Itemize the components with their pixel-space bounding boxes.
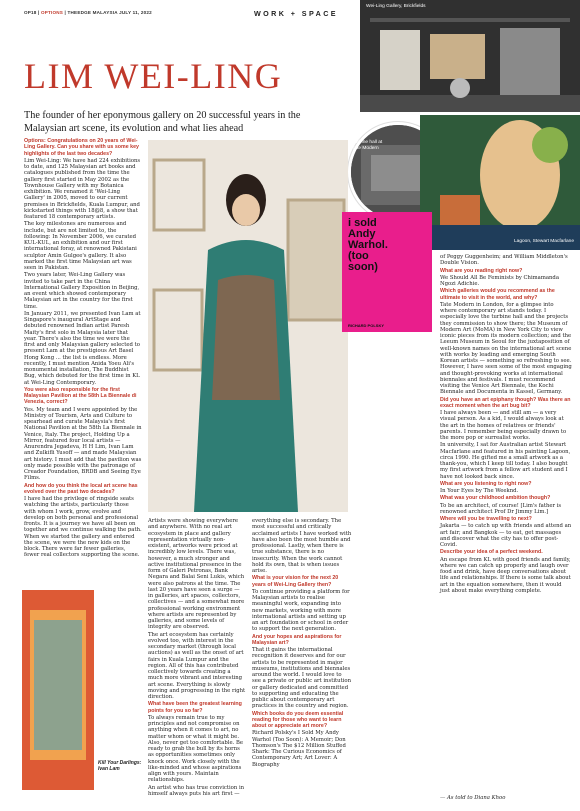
interview-question: What are you listening to right now? [440, 480, 532, 487]
book-cover-illustration [22, 590, 94, 790]
interview-question: Which galleries would you recommend as the ultimate to visit in the world, and why? [440, 288, 555, 301]
issue-date: JULY 11, 2022 [119, 10, 152, 15]
column-1 [24, 138, 142, 560]
gallery-photo-illustration [360, 0, 580, 112]
interview-answer: In January 2011, we presented Ivan Lam at Singapore's inaugural ArtStage and debuted renowned Indian artist Paresh Maity's first solo in Malaysia later that year. There's also the time we were the first and only Malaysian gallery selected to present Lam at the prestigious Art Basel Hong Kong ... the list is endless. More recently, I must mention Anida Yoeu Ali's monumental installation, The Buddhist Bug, which debuted for the first time in KL at Wei-Ling Contemporary. [24, 310, 141, 386]
column-4 [440, 254, 572, 595]
publication-name: THEEDGE MALAYSIA [67, 10, 118, 15]
interview-question: Did you have an art epiphany though? Was there an exact moment when the art bug bit? [440, 396, 571, 409]
column-3 [252, 518, 352, 769]
byline: — As told to Diana Khoo [440, 795, 506, 801]
interview-question: Describe your idea of a perfect weekend. [440, 549, 543, 556]
interview-answer: To always remain true to my principles and not compromise on anything when it comes to art, no matter whom or what it might be. Also, never get too comfortable. Be ready to grab the bull by its horns as opportunities sometimes only knock once. Work closely with the like-minded and whose aspirations align with yours. Maintain relationships. [148, 714, 243, 784]
interview-question: And how do you think the local art scene has evolved over the past two decades? [24, 482, 138, 495]
turbine-caption: Turbine hall at Tate Modern [352, 140, 383, 151]
interview-answer: everything else is secondary. The most successful and critically acclaimed artists I have worked with have also been the most humble and professional. Lastly, when there is true substance, there is no insecurity. When the work cannot hold its own, that is when issues arise. [252, 518, 352, 574]
book-cover-kill-your-darlings [22, 590, 94, 790]
interview-answer: Richard Polsky's I Sold My Andy Warhol (Too Soon): A Memoir; Don Thomson's The $12 Million Stuffed Shark: The Curious Economics of Contemporary Art; Art Lover: A Biography [252, 730, 346, 768]
interview-question: What have been the greatest learning points for you so far? [148, 701, 242, 714]
interview-question: Options: Congratulations on 20 years of Wei-Ling Gallery. Can you share with us some key highlights of the last two decades? [24, 138, 139, 157]
interview-answer: Tate Modern in London, for a glimpse into where contemporary art stands today. I especially love the turbine hall and the projects they commission to show there; the Museum of Modern Art (MoMA) in New York City to view iconic pieces from its modern collection; and the Leeum Museum in Seoul for the juxtaposition of well-known names on the international art scene with works by leading and emerging South Korean artists — something so refreshing to see. However, I have seen some of the most engaging and thought-provoking works at international biennales and festivals. I must recommend visiting the Venice Art Biennale, the Kochi Biennale and Documenta in Kassel, Germany. [440, 301, 572, 396]
book2-caption: Kill Your Darlings: Ivan Lam [98, 760, 142, 772]
interview-question: Which books do you deem essential reading for those who want to learn about or appreciate art more? [252, 710, 344, 729]
interview-question: Where will you be travelling to next? [440, 516, 532, 522]
interview-answer: To continue providing a platform for Malaysian artists to realise meaningful work, expanding into new markets, working with more international artists and setting up an art foundation or school in order to support the next generation. [252, 588, 350, 633]
interview-answer: I have had the privilege of ringside seats watching the artists, particularly those with whom I work, grow, evolve and develop on both personal and professional fronts. It is a journey we have all been on together and we continue walking the path. When we started the gallery and entered the scene, we were the new kids on the block. There were far fewer galleries, fewer real collectors supporting the scene. [24, 496, 142, 559]
section-tag: OPTIONS [41, 10, 64, 15]
book-title-line: Andy [348, 228, 376, 240]
book-title-line: Warhol. [348, 239, 388, 251]
book-cover-andy-warhol [342, 212, 432, 332]
interview-answer: We Should All Be Feminists by Chimamanda Ngozi Adichie. [440, 274, 559, 287]
lagoon-illustration [420, 115, 580, 250]
gallery-caption: Wei-Ling Gallery, Brickfields [366, 4, 426, 9]
gallery-photo [360, 0, 580, 112]
interview-answer: Two years later, Wei-Ling Gallery was invited to take part in the China International Gallery Exposition in Beijing, an event which showed contemporary Malaysian art in the country for the first time. [24, 272, 140, 310]
page-number: OP18 [24, 10, 37, 15]
interview-answer: In university, I sat for Australian artist Stewart Macfarlane and featured in his painting Lagoon, circa 1990. He gifted me a small artwork as a thank-you, which I keep till today. I also bought my first artwork from a fellow art student and I have not looked back since. [440, 442, 571, 480]
interview-answer: Yes. My team and I were appointed by the Ministry of Tourism, Arts and Culture to spearhead and curate Malaysia's first National Pavilion at the 58th La Biennale in Venice, Italy. The project, Holding Up a Mirror, featured four local artists — Anurendra Jegadeva, H H Lim, Ivan Lam and Zulkifli Yusoff — and made Malaysian art history. I must add that the pavilion was only made possible with the patronage of Creador Foundation, BRDB and Seeing Eye Films. [24, 406, 142, 482]
lagoon-caption: Lagoon, Stewart Macfarlane [514, 239, 574, 244]
interview-question: You were also responsible for the first Malaysian Pavilion at the 58th La Biennale di Venezia, correct? [24, 386, 137, 406]
interview-answer: Jakarta — to catch up with friends and attend an art fair; and Bangkok — to eat, get massages and discover what the city has to offer post-Covid. [440, 523, 572, 548]
interview-answer: In Your Eyes by The Weeknd. [440, 488, 519, 494]
interview-answer: Artists were showing everywhere and anywhere. With no real art ecosystem in place and gallery representation virtually non-existent, artworks were priced at incredibly low levels. There was, however, a much stronger and active institutional presence in the form of Galeri Petronas, Bank Negara and Balai Seni Lukis, which were also patrons at the time. The last 20 years have seen a surge — in galleries, art spaces, collectors, collectives — and a somewhat more professional working environment where artists are represented by galleries, and some levels of integrity are observed. [148, 518, 245, 631]
book-title-line: (too [348, 250, 369, 262]
interview-answer: An escape from KL with good friends and family, where we can catch up properly and laugh over food and drink, have deep conversations about life and relationships. If there is some talk about art in the equation somewhere, then it would just about make everything complete. [440, 556, 571, 594]
interview-answer: That it gains the international recognition it deserves and for our artists to be represented in major museums, institutions and biennales around the world. I would love to see a private or public art institution or gallery dedicated and committed to supporting and educating the public about contemporary art practices in the country and region. [252, 647, 351, 710]
lagoon-painting [420, 115, 580, 250]
portrait-illustration [148, 140, 348, 512]
interview-answer: An artist who has true conviction in himself always puts his art first — [148, 784, 245, 797]
interview-answer: The key milestones are numerous and include, but are not limited to, the following: In November 2006, we curated KUL-KUL, an exhibition and our first international foray, at renowned Pakistani sculptor Amin Gulgee's gallery. It also marked the first time Malaysian art was seen in Pakistan. [24, 221, 137, 271]
column-2 [148, 518, 246, 798]
interview-answer: The art ecosystem has certainly evolved too, with interest in the secondary market (through local auctions) as well as the onset of art fairs in Kuala Lumpur and the region. All of this has contributed collectively towards creating a much more vibrant and interesting art scene. Everything is slowly moving and progressing in the right direction. [148, 631, 246, 700]
section-title: WORK + SPACE [254, 9, 338, 18]
interview-answer: Lim Wei-Ling: We have had 224 exhibitions to date, and 125 Malaysian art books and catalogues published from the time the gallery first started in May 2002 as the Townhouse Gallery with my Botanica exhibition. We renamed it 'Wei-Ling Gallery' in 2005, moved to our current premises in Brickfields, Kuala Lumpur, and kickstarted things with 18@8, a show that featured 18 contemporary artists. [24, 157, 141, 220]
page-header: OP18 | OPTIONS | THEEDGE MALAYSIA JULY 11, 2022 [24, 10, 152, 15]
interview-question: And your hopes and aspirations for Malaysian art? [252, 633, 342, 646]
book-title-line: i sold [348, 217, 377, 229]
interview-answer: I have always been — and still am — a very visual person. As a kid, I would always look at the art in the homes of relatives or friends' parents. I remember being especially drawn to the more pop or surrealist works. [440, 410, 567, 441]
article-deck: The founder of her eponymous gallery on 20 successful years in the Malaysian art scene, its evolution and what lies ahead [24, 110, 301, 134]
interview-question: What is your vision for the next 20 years of Wei-Ling Gallery then? [252, 575, 339, 588]
interview-question: What are you reading right now? [440, 267, 523, 274]
page-title: LIM WEI-LING [24, 56, 283, 96]
book-author: RICHARD POLSKY [348, 323, 385, 328]
interview-answer: To be an architect, of course! [Lim's father is renowned architect Prof Dr Jimmy Lim.] [440, 502, 562, 515]
portrait-photo [148, 140, 348, 512]
interview-question: What was your childhood ambition though? [440, 495, 551, 502]
book-title-line: soon) [348, 261, 378, 273]
interview-answer: of Peggy Guggenheim; and William Middleton's Double Vision. [440, 254, 568, 267]
